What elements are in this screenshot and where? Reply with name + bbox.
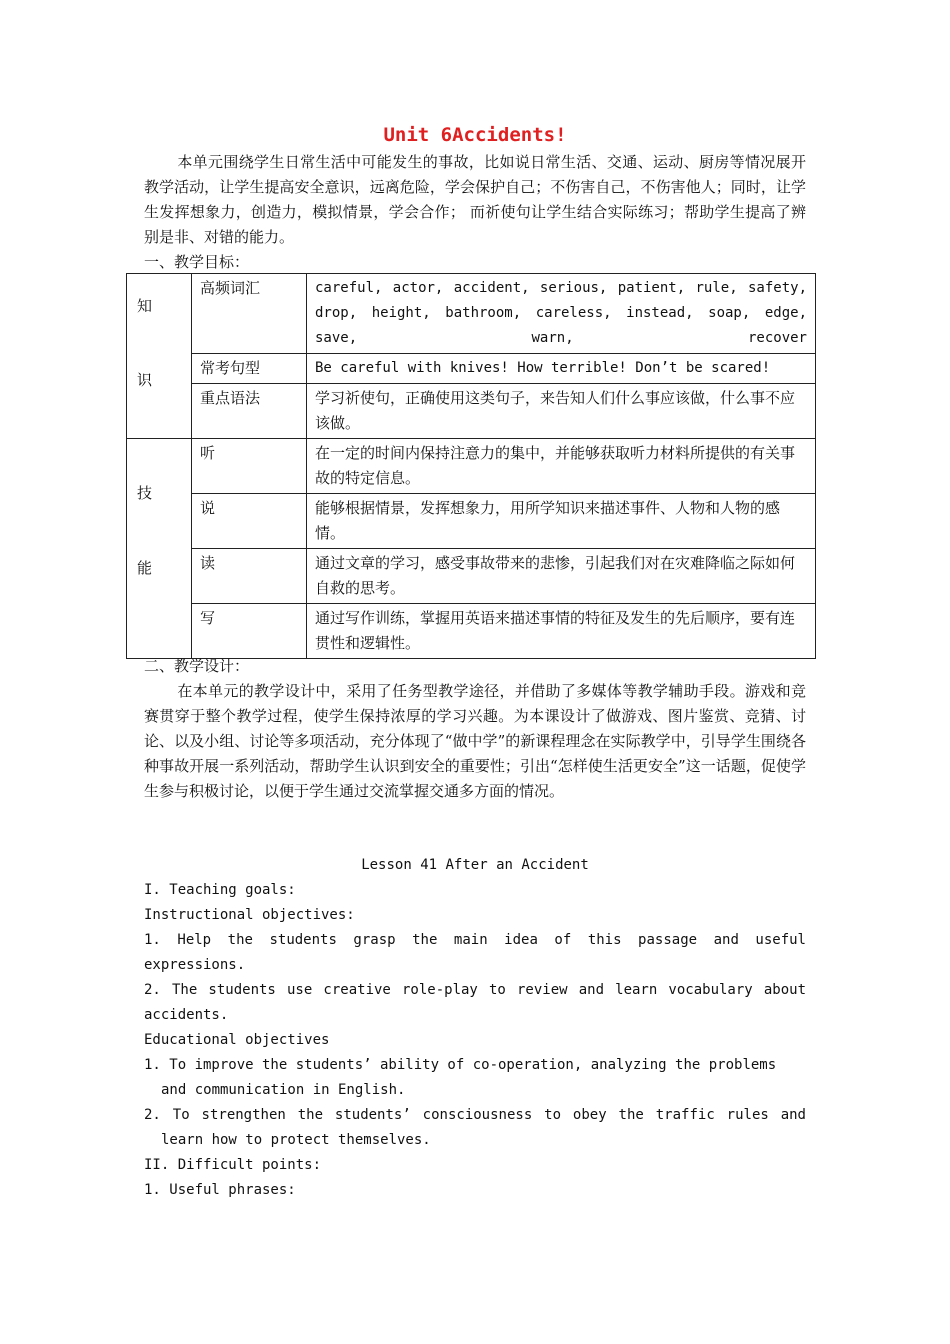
category-knowledge: [127, 274, 192, 439]
objective-line: and communication in English.: [161, 1082, 406, 1098]
design-paragraph: [144, 679, 806, 804]
objective-line: learn how to protect themselves.: [161, 1132, 431, 1148]
section-teaching-goals-heading: 一、教学目标：: [144, 253, 250, 271]
table-row: [127, 604, 816, 659]
lesson-title: Lesson 41 After an Accident: [361, 857, 589, 873]
row-label: 写: [192, 604, 307, 659]
table-row: [127, 494, 816, 549]
objective-line: 2. To strengthen the students’ consciousness to obey the traffic rules and: [144, 1107, 806, 1123]
category-char: 技: [137, 484, 153, 502]
objective-item: 1. Help the students grasp the main idea of this passage and useful expressions.: [144, 932, 806, 973]
intro-paragraph: [144, 150, 806, 250]
row-content: 通过文章的学习，感受事故带来的悲惨，引起我们对在灾难降临之际如何自救的思考。: [307, 549, 816, 604]
category-skills: [127, 439, 192, 659]
intro-text: 本单元围绕学生日常生活中可能发生的事故，比如说日常生活、交通、运动、厨房等情况展开教学活动，让学生提高安全意识，远离危险，学会保护自己；不伤害自己，不伤害他人；同时，让学生发挥想象力，创造力，模拟情景，学会合作； 而祈使句让学生结合实际练习；帮助学生提高了辨别是非、对错的能力。: [144, 153, 806, 246]
row-label: 读: [192, 549, 307, 604]
unit-title: Unit 6Accidents!: [383, 124, 567, 146]
table-row: [127, 354, 816, 384]
teaching-goals-table: [126, 273, 816, 659]
row-content: careful, actor, accident, serious, patient, rule, safety, drop, height, bathroom, careless, instead, soap, edge, save, warn, recover: [307, 274, 816, 354]
lesson-plan: [144, 853, 806, 1203]
category-char: 识: [137, 371, 153, 389]
difficult-points-heading: II. Difficult points:: [144, 1157, 322, 1173]
table-row: [127, 439, 816, 494]
row-label: 说: [192, 494, 307, 549]
row-content: Be careful with knives! How terrible! Don’t be scared!: [307, 354, 816, 384]
objective-item: [144, 1103, 806, 1153]
instructional-objectives-heading: Instructional objectives:: [144, 907, 355, 923]
table-row: [127, 384, 816, 439]
table-row: [127, 274, 816, 354]
row-label: 听: [192, 439, 307, 494]
section-teaching-design-heading: 二、教学设计：: [144, 657, 250, 675]
table-row: [127, 549, 816, 604]
row-content: 通过写作训练，掌握用英语来描述事情的特征及发生的先后顺序，要有连贯性和逻辑性。: [307, 604, 816, 659]
row-label: 高频词汇: [192, 274, 307, 354]
objective-item: [144, 1053, 806, 1103]
row-content: 在一定的时间内保持注意力的集中，并能够获取听力材料所提供的有关事故的特定信息。: [307, 439, 816, 494]
category-char: 能: [137, 559, 153, 577]
category-char: 知: [137, 297, 153, 315]
design-text: 在本单元的教学设计中，采用了任务型教学途径，并借助了多媒体等教学辅助手段。游戏和竞赛贯穿于整个教学过程，使学生保持浓厚的学习兴趣。为本课设计了做游戏、图片鉴赏、竞猜、讨论、以及小组、讨论等多项活动，充分体现了“做中学”的新课程理念在实际教学中，引导学生围绕各种事故开展一系列活动，帮助学生认识到安全的重要性；引出“怎样使生活更安全”这一话题，促使学生参与积极讨论，以便于学生通过交流掌握交通多方面的情况。: [144, 682, 806, 800]
row-content: 能够根据情景，发挥想象力，用所学知识来描述事件、人物和人物的感情。: [307, 494, 816, 549]
objective-line: 1. To improve the students’ ability of co-operation, analyzing the problems: [144, 1057, 777, 1073]
row-label: 重点语法: [192, 384, 307, 439]
objective-item: 2. The students use creative role-play to review and learn vocabulary about accidents.: [144, 982, 806, 1023]
teaching-goals-heading: I. Teaching goals:: [144, 882, 296, 898]
row-content: 学习祈使句，正确使用这类句子，来告知人们什么事应该做，什么事不应该做。: [307, 384, 816, 439]
row-label: 常考句型: [192, 354, 307, 384]
educational-objectives-heading: Educational objectives: [144, 1032, 330, 1048]
useful-phrases-item: 1. Useful phrases:: [144, 1182, 296, 1198]
